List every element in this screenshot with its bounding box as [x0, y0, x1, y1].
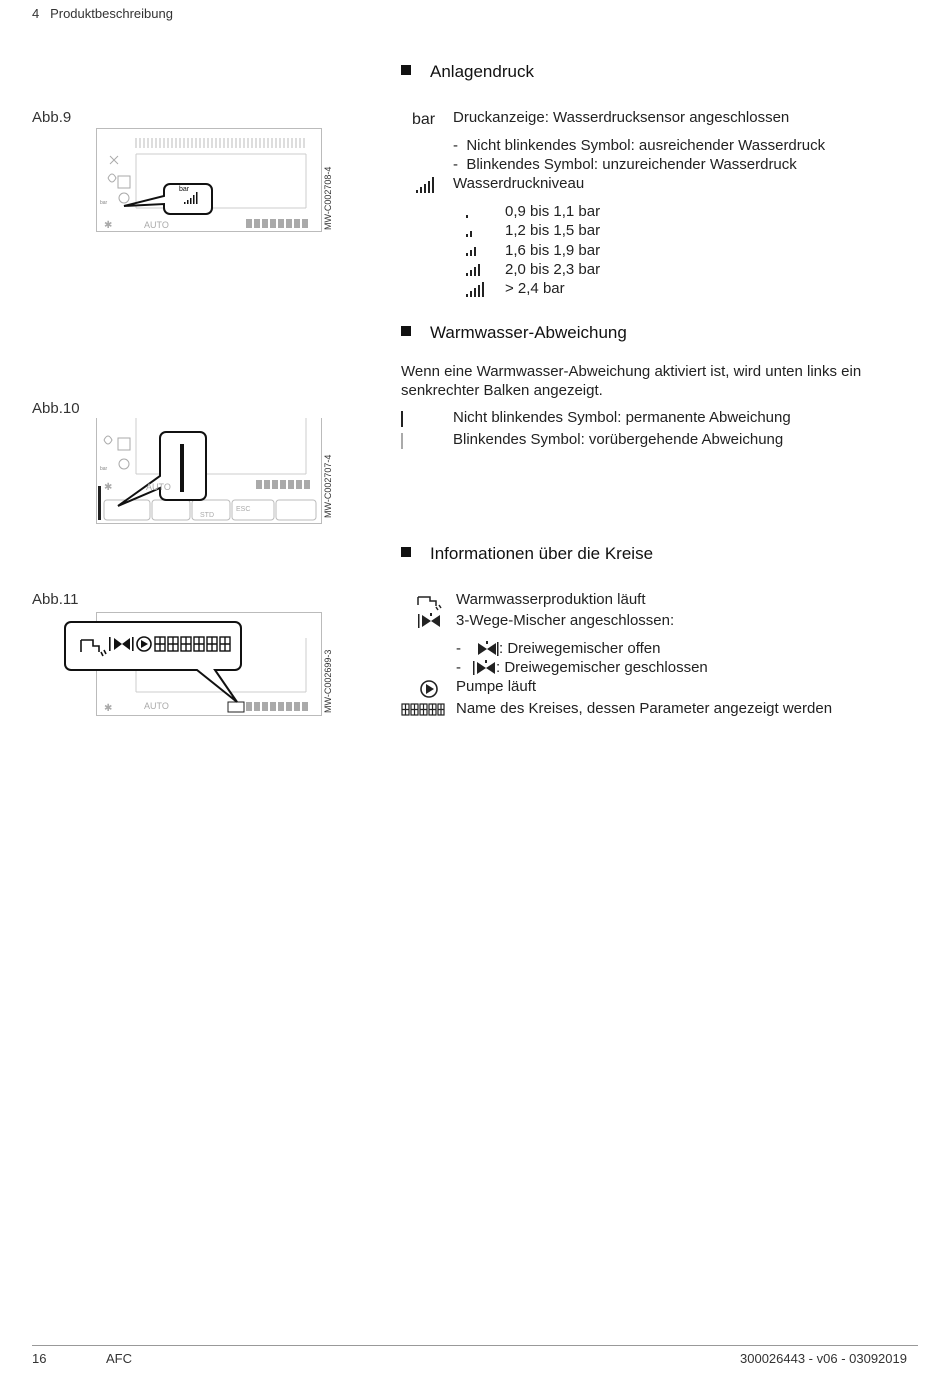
vertical-bar-faded-icon — [401, 433, 405, 451]
circuit-name-text: Name des Kreises, dessen Parameter angezeigt werden — [456, 700, 833, 717]
pressure-intro: Druckanzeige: Wasserdrucksensor angeschlossen — [453, 109, 790, 126]
section-title: Produktbeschreibung — [50, 6, 173, 21]
section-heading-warmwasser: Warmwasser-Abweichung — [401, 323, 627, 343]
callout-bar-label: bar — [179, 186, 190, 193]
valve-sub-item-text: : Dreiwegemischer geschlossen — [496, 659, 708, 676]
figure-label: Abb.9 — [32, 109, 72, 126]
level-5-bars-icon — [462, 281, 492, 299]
level-text: > 2,4 bar — [505, 280, 565, 297]
bullet-square-icon — [401, 547, 411, 557]
level-text: 1,6 bis 1,9 bar — [505, 242, 601, 259]
level-2-bars-icon — [462, 225, 492, 239]
warmwasser-paragraph: Wenn eine Warmwasser-Abweichung aktiviert ist, wird unten links ein senkrechter Balken angezeigt. — [401, 363, 862, 399]
page-header — [32, 6, 173, 21]
figure-label: Abb.10 — [32, 400, 80, 417]
level-text: 2,0 bis 2,3 bar — [505, 261, 601, 278]
section-number: 4 — [32, 6, 40, 21]
valve-sub-item-text: : Dreiwegemischer offen — [499, 640, 661, 657]
pump-text: Pumpe läuft — [456, 678, 537, 695]
level-3-bars-icon — [462, 244, 492, 258]
valve-open-icon — [476, 640, 500, 658]
figure-code: MW-C002699-3 — [323, 649, 333, 713]
valve-closed-icon — [471, 659, 497, 677]
svg-text:bar: bar — [100, 466, 108, 472]
level-1-bars-icon — [462, 206, 492, 220]
product-name: AFC — [106, 1351, 132, 1366]
circuit-item: Warmwasserproduktion läuft — [456, 591, 646, 608]
level-4-bars-icon — [462, 262, 492, 278]
boiler-display-illustration — [96, 128, 322, 232]
figure-code: MW-C002708-4 — [323, 166, 333, 230]
pump-icon — [419, 679, 441, 699]
level-text: 0,9 bis 1,1 bar — [505, 203, 601, 220]
valve-sub-item: - — [456, 640, 461, 657]
svg-text:✱: ✱ — [104, 703, 113, 714]
valve-sub-item: - — [456, 659, 461, 676]
svg-text:✱: ✱ — [104, 482, 113, 493]
three-way-valve-icon — [416, 612, 444, 630]
water-level-icon — [414, 176, 438, 194]
bullet-item: - Blinkendes Symbol: unzureichender Wasserdruck — [453, 156, 797, 173]
deviation-item: Nicht blinkendes Symbol: permanente Abweichung — [453, 409, 791, 426]
svg-text:AUTO: AUTO — [144, 220, 169, 230]
figure-10-display — [96, 418, 322, 524]
vertical-bar-solid-icon — [401, 411, 405, 429]
svg-text:bar: bar — [100, 200, 108, 206]
water-level-title: Wasserdruckniveau — [453, 175, 585, 192]
level-text: 1,2 bis 1,5 bar — [505, 222, 601, 239]
tap-icon — [416, 591, 444, 611]
deviation-item: Blinkendes Symbol: vorübergehende Abweichung — [453, 431, 784, 448]
bar-symbol-label: bar — [412, 111, 436, 128]
display-esc-label: ESC — [236, 506, 251, 513]
bullet-square-icon — [401, 326, 411, 336]
figure-label: Abb.11 — [32, 591, 79, 608]
figure-code: MW-C002707-4 — [323, 454, 333, 518]
bullet-square-icon — [401, 65, 411, 75]
footer-divider — [32, 1345, 918, 1346]
display-auto-label: AUTO — [146, 482, 171, 492]
circuit-callout — [64, 620, 244, 704]
section-heading-anlagendruck: Anlagendruck — [401, 62, 534, 82]
display-std-label: STD — [200, 512, 214, 519]
bullet-item: - Nicht blinkendes Symbol: ausreichender Wasserdruck — [453, 137, 826, 154]
figure-9-display — [96, 128, 322, 232]
page-number: 16 — [32, 1351, 47, 1366]
boiler-display-illustration — [96, 418, 322, 524]
circuit-name-segments-icon — [401, 702, 445, 718]
document-reference: 300026443 - v06 - 03092019 — [740, 1351, 907, 1366]
section-heading-kreise: Informationen über die Kreise — [401, 544, 653, 564]
display-auto-label: AUTO — [144, 701, 169, 711]
svg-text:✱: ✱ — [104, 220, 113, 231]
circuit-item: 3-Wege-Mischer angeschlossen: — [456, 612, 675, 629]
